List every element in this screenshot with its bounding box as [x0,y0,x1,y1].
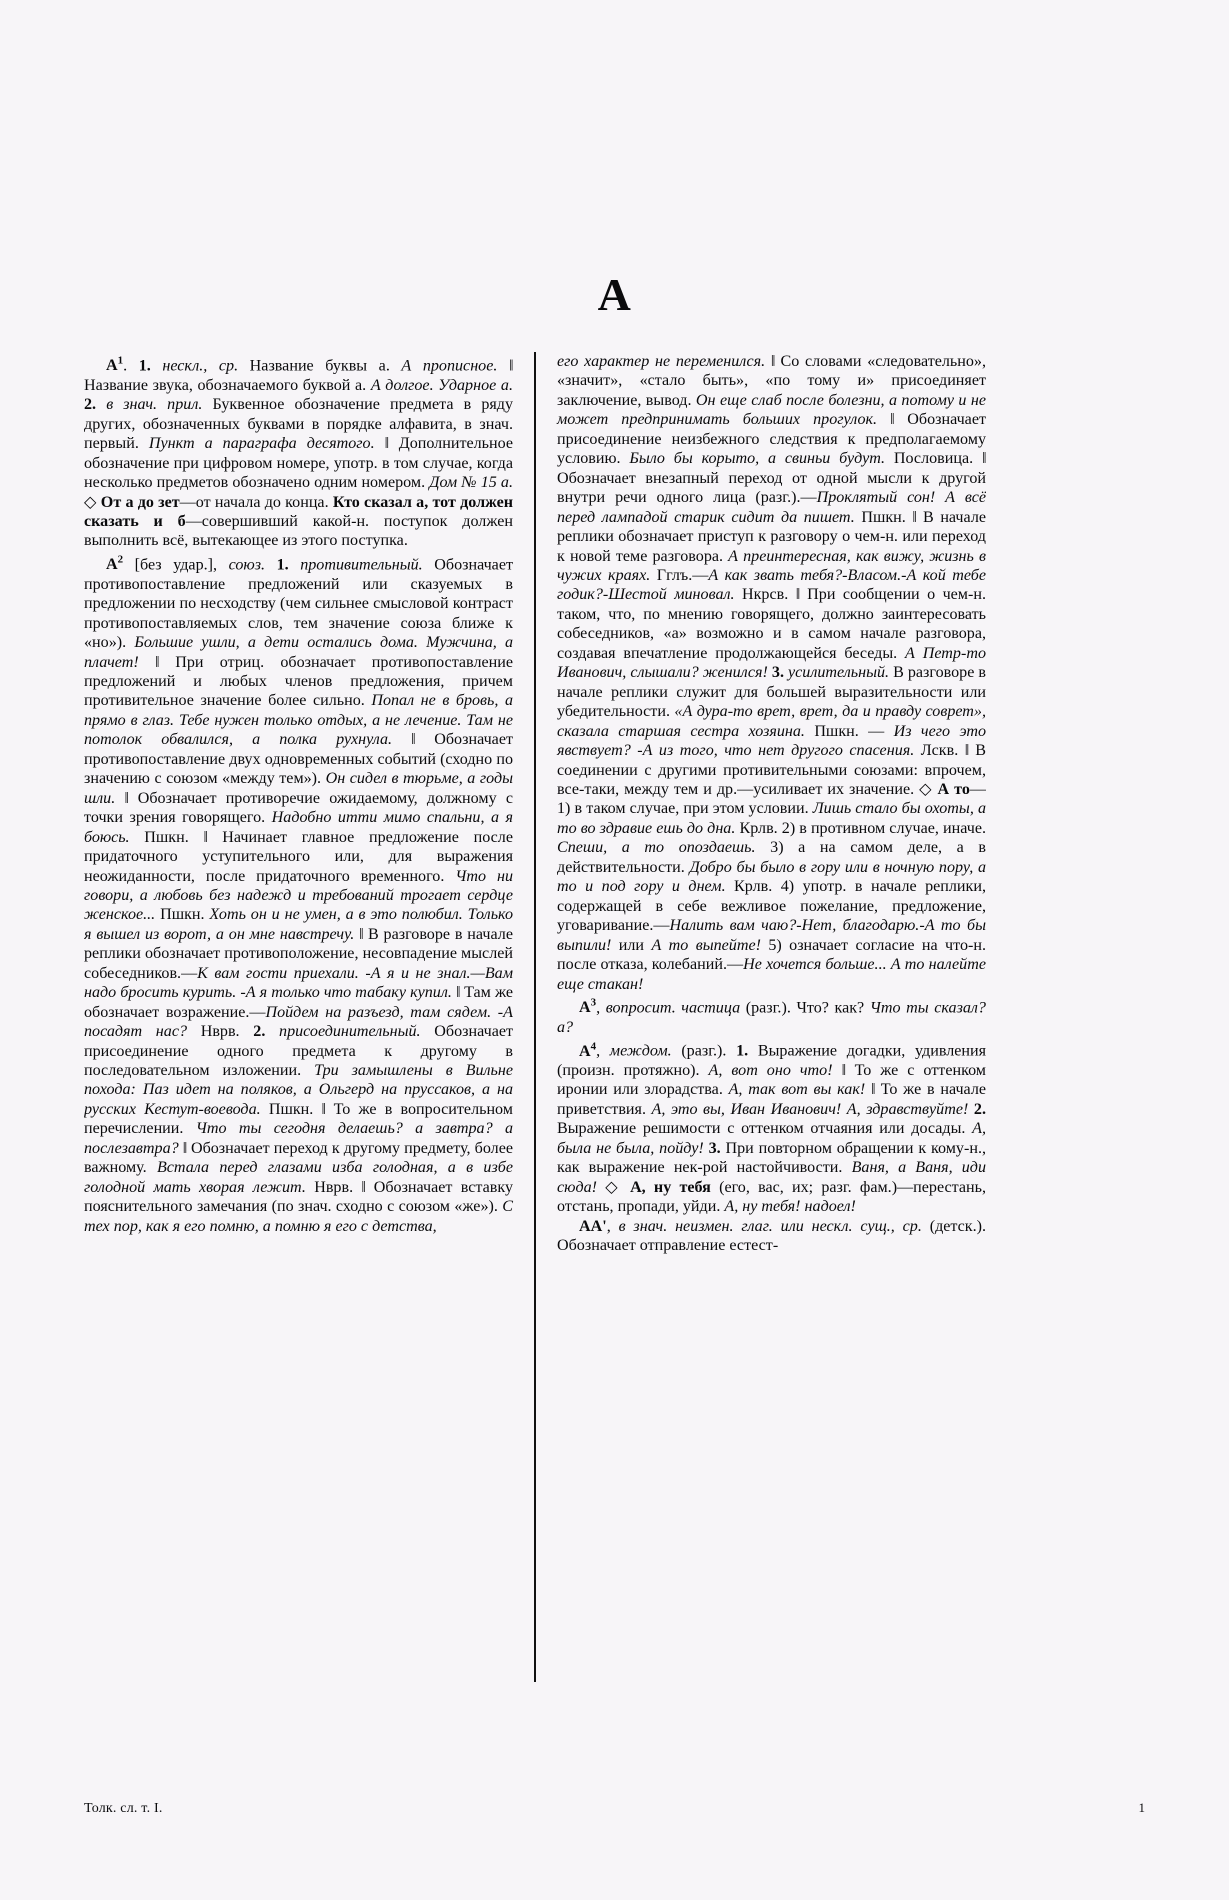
dictionary-entry-a3 [557,994,986,1037]
entry-body-a3: , вопросит. частица (разг.). Что? как? Что ты сказал? а? [557,999,986,1036]
entry-body-a1: . 1. нескл., ср. Название буквы а. А прописное. ‖ Название звука, обозначаемого буквой а. А долгое. Ударное а. 2. в знач. прил. Буквенное обозначение предмета в ряду других, обозначенных буквами в порядке алфавита, в знач. первый. Пункт а параграфа десятого. ‖ Дополнительное обозначение при цифровом номере, употр. в том случае, когда несколько предметов обозначено одним номером. Дом № 15 а. ◇ От а до зет—от начала до конца. Кто сказал а, тот должен сказать и б—совершивший какой-н. поступок должен выполнить всё, вытекающее из этого поступка. [84,357,514,550]
page-footer [84,1800,1145,1817]
headword-a4: $А^4$ [579,1040,597,1060]
headword-superscript: 4 [590,1040,597,1053]
dictionary-entry-a4 [557,1037,986,1216]
dictionary-entry-a2 [84,551,513,1236]
headword-a2: $А^2$ [106,553,124,574]
headword-superscript: 2 [117,553,124,566]
dictionary-entry-a2-continued [557,352,986,994]
headword-aa: АА' [579,1217,607,1235]
two-column-body [84,352,1146,1757]
headword-a1: $А^1$ [106,355,124,375]
headword-a3: $А^3$ [579,996,597,1017]
entry-body-a2-continued: его характер не переменился. ‖ Со словами «следовательно», «значит», «стало быть», «по тому и» присоединяет заключение, вывод. Он еще слаб после болезни, а потому и не может предпринимать больших прогулок. ‖ Обозначает присоединение неизбежного следствия к предполагаемому условию. Было бы корыто, а свиньи будут. Пословица. ‖ Обозначает внезапный переход от одной мысли к другой внутри речи одного лица (разг.).—Проклятый сон! А всё перед лампадой старик сидит да пишет. Пшкн. ‖ В начале реплики обозначает приступ к разговору о чем-н. или переход к новой теме разговора. А преинтересная, как вижу, жизнь в чужих краях. Гглъ.—А как звать тебя?-Власом.-А кой тебе годик?-Шестой миновал. Нкрсв. ‖ При сообщении о чем-н. таком, что, по мнению говорящего, должно заинтересовать собеседников, «а» возможно и в самом начале разговора, создавая впечатление продолжающейся беседы. А Петр-то Иванович, слышали? женился! 3. усилительный. В разговоре в начале реплики служит для большей выразительности или убедительности. «А дура-то врет, врет, да и правду соврет», сказала старшая сестра хозяина. Пшкн. — Из чего это явствует? -А из того, что нет другого спасения. Лскв. ‖ В соединении с другими противительными союзами: впрочем, все-таки, между тем и др.—усиливает их значение. ◇ А то—1) в таком случае, при этом условии. Лишь стало бы охоты, а то во здравие ешь до дна. Крлв. 2) в противном случае, иначе. Спеши, а то опоздаешь. 3) а на самом деле, а в действительности. Добро бы было в гору или в ночную пору, а то и под гору и днем. Крлв. 4) употр. в начале реплики, содержащей в себе вежливое пожелание, предложение, уговаривание.—Налить вам чаю?-Нет, благодарю.-А то бы выпили! или А то выпейте! 5) означает согласие на что-н. после отказа, колебаний.—Не хочется больше... А то налейте еще стакан! [557,353,986,993]
headword-superscript: 3 [590,996,597,1009]
dictionary-entry-aa [557,1217,986,1256]
entry-body-a4: , междом. (разг.). 1. Выражение догадки, удивления (произн. протяжно). А, вот оно что! ‖ То же с оттенком иронии или злорадства. А, так вот вы как! ‖ То же в начале приветствия. А, это вы, Иван Иванович! А, здравствуйте! 2. Выражение решимости с оттенком отчаяния или досады. А, была не была, пойду! 3. При повторном обращении к кому-н., как выражение нек-рой настойчивости. Ваня, а Ваня, иди сюда! ◇ А, ну тебя (его, вас, их; разг. фам.)—перестань, отстань, пропади, уйди. А, ну тебя! надоел! [557,1042,986,1216]
entry-body-aa: , в знач. неизмен. глаг. или нескл. сущ., ср. (детск.). Обозначает отправление естест- [557,1217,986,1255]
page-letter-heading: А [597,269,632,320]
footer-signature: Толк. сл. т. I. [84,1801,163,1816]
column-right [536,352,986,1757]
headword-superscript: 1 [117,355,124,367]
entry-body-a2: [без удар.], союз. 1. противительный. Обозначает противопоставление предложений или сказуемых в предложении по несходству (чем сильнее смысловой контраст противопоставляемых слов, тем значение союза ближе к «но»). Большие ушли, а дети остались дома. Мужчина, а плачет! ‖ При отриц. обозначает противопоставление предложений и любых членов предложения, причем противительное значение более сильно. Попал не в бровь, а прямо в глаз. Тебе нужен только отдых, а не лечение. Там не потолок обвалился, а полка рухнула. ‖ Обозначает противопоставление двух одновременных событий (сходно по значению с союзом «между тем»). Он сидел в тюрьме, а годы шли. ‖ Обозначает противоречие ожидаемому, должному с точки зрения говорящего. Надобно итти мимо спальни, а я боюсь. Пшкн. ‖ Начинает главное предложение после придаточного уступительного или, для выражения неожиданности, после придаточного временного. Что ни говори, а любовь без надежд и требований трогает сердце женское... Пшкн. Хоть он и не умен, а в это полюбил. Только я вышел из ворот, а он мне навстречу. ‖ В разговоре в начале реплики обозначает противоположение, несовпадение мыслей собеседников.—К вам гости приехали. -А я и не знал.—Вам надо бросить курить. -А я только что табаку купил. ‖ Там же обозначает возражение.—Пойдем на разъезд, там сядем. -А посадят нас? Нврв. 2. присоединительный. Обозначает присоединение одного предмета к другому в последовательном изложении. Три замышлены в Вильне похода: Паз идет на поляков, а Ольгерд на пруссаков, а на русских Кестут-воевода. Пшкн. ‖ То же в вопросительном перечислении. Что ты сегодня делаешь? а завтра? а послезавтра? ‖ Обозначает переход к другому предмету, более важному. Встала перед глазами изба голодная, а в избе голодной мать хворая лежит. Нврв. ‖ Обозначает вставку пояснительного замечания (по знач. сходно с союзом «же»). С тех пор, как я его помню, а помню я его с детства, [84,556,514,1235]
page-number: 1 [1138,1800,1145,1815]
column-left [84,352,534,1757]
dictionary-entry-a1 [84,352,513,551]
